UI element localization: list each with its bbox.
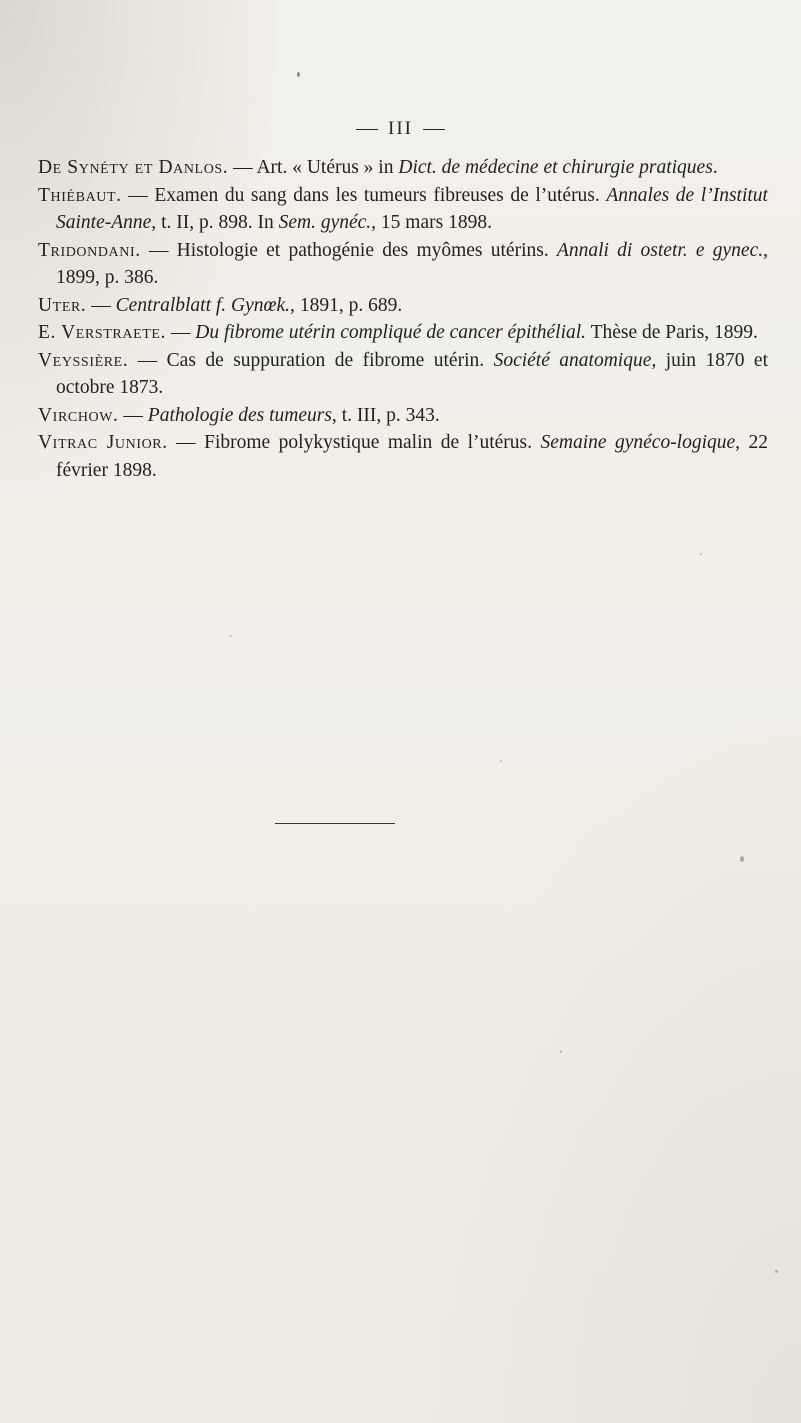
entry-italic-title: Annali di ostetr. e gynec., xyxy=(556,239,768,261)
entry-text: — Histologie et pathogénie des myômes utérins. xyxy=(140,239,557,261)
entry-text: — Art. « Utérus » in xyxy=(228,157,399,178)
entry-text: 22 février 1898. xyxy=(56,432,769,481)
entry-italic-title: Centralblatt f. Gynœk., xyxy=(115,294,295,316)
entry-italic-title: Pathologie des tumeurs, xyxy=(147,404,337,426)
entry-text: — Fibrome polykystique malin de l’utérus. xyxy=(167,432,541,453)
entry-text: 1891, p. 689. xyxy=(294,294,403,316)
entry-author: Vitrac Junior. xyxy=(38,432,168,453)
paper-speck xyxy=(500,760,502,762)
bibliography-entry xyxy=(38,347,768,402)
entry-text: t. II, p. 898. In xyxy=(156,212,279,233)
entry-italic-title: Société anatomique, xyxy=(493,349,657,371)
bibliography-entry xyxy=(38,292,768,320)
entry-italic-title: Du fibrome utérin compliqué de cancer épithélial. xyxy=(195,322,587,343)
entry-text: 1899, p. 386. xyxy=(56,267,159,288)
entry-text: 15 mars 1898. xyxy=(376,212,492,233)
page-number-dash-left xyxy=(356,129,378,131)
entry-italic-title: Sem. gynéc., xyxy=(278,212,377,233)
bibliography-entry xyxy=(38,429,768,484)
entry-author: Uter. xyxy=(38,294,87,316)
entry-author: Veyssière. xyxy=(38,349,129,371)
page-number-text: III xyxy=(388,118,413,139)
paper-speck xyxy=(560,1050,562,1053)
bibliography-list xyxy=(38,154,768,484)
page-number xyxy=(0,118,801,140)
entry-author: Virchow. xyxy=(38,404,119,426)
entry-author: E. Verstraete. xyxy=(38,322,166,343)
entry-text: — xyxy=(118,404,148,426)
bibliography-entry xyxy=(38,319,768,347)
entry-text: — Cas de suppuration de fibrome utérin. xyxy=(128,349,494,371)
entry-text: . xyxy=(712,157,718,178)
entry-text: — xyxy=(166,322,196,343)
entry-text: — xyxy=(86,294,116,316)
paper-speck xyxy=(775,1270,778,1273)
bibliography-entry xyxy=(38,402,768,430)
entry-author: Thiébaut. xyxy=(38,184,122,206)
bibliography-entry xyxy=(38,237,768,292)
paper-speck xyxy=(297,72,300,77)
entry-text: Thèse de Paris, 1899. xyxy=(586,322,758,343)
paper-speck xyxy=(700,553,702,555)
entry-author: De Synéty et Danlos. xyxy=(38,157,229,178)
entry-italic-title: Semaine gynéco-logique, xyxy=(540,432,741,453)
entry-author: Tridondani. xyxy=(38,239,141,261)
paper-speck xyxy=(740,856,744,862)
entry-text: t. III, p. 343. xyxy=(336,404,440,426)
entry-text: juin 1870 et octobre 1873. xyxy=(56,349,768,398)
end-rule xyxy=(275,823,395,824)
page-number-dash-right xyxy=(423,129,445,131)
entry-text: — Examen du sang dans les tumeurs fibreuses de l’utérus. xyxy=(121,184,607,206)
bibliography-entry xyxy=(38,182,768,237)
entry-italic-title: Annales de l’Institut Sainte-Anne, xyxy=(56,184,768,233)
entry-italic-title: Dict. de médecine et chirurgie pratiques xyxy=(398,157,713,178)
bibliography-entry xyxy=(38,154,768,182)
paper-speck xyxy=(230,635,232,637)
